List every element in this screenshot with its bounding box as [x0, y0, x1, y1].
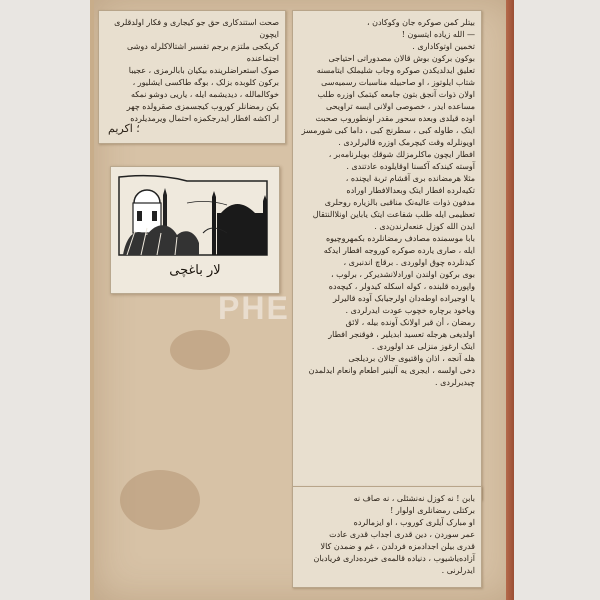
text-line: شتاب ایلوتوز ، او صاحبیله مناسبات رسمیه‌سی [321, 78, 475, 87]
text-line: برکتلی رمضانلری اولوار ! [390, 506, 475, 515]
stain [170, 330, 230, 370]
text-line: رمضان ، أن قبر اولانک آونده بیله ، لائق [345, 318, 475, 327]
stain [120, 470, 200, 530]
text-line: بوی برکون اولندن اورادلانشدیرکر ، برلوب ، [331, 270, 475, 279]
text-line: بابا موسمنده مصادف رمضانلرده بکمهروچیوه [325, 234, 475, 243]
newspaper-clipping-lower [292, 486, 482, 588]
text-line: ار اکشه افطار ایدرجکمزه احتمال ویرمدیلرده [130, 114, 279, 123]
text-line: ایله ، صاری یارده صوکره کوروجه افطار ایدکه [323, 246, 475, 255]
text-line: مثلا هرمضانده بری آقشام تربة ایچنده ، [345, 174, 475, 183]
text-line: صحت استندکاری حق جو کیجاری و فکار اولدقلری ایچون [114, 18, 279, 39]
mosque-skyline-illustration [117, 173, 273, 259]
text-line: ایدن الله کوزل عنعه‌لرندن‌دی . [374, 222, 475, 231]
text-line: کیدنلرده چوق اولوردی . برقاچ اندنبری ، [343, 258, 475, 267]
text-line: عمر سوردن ، دین قدری اجداب قدری عادت [329, 530, 475, 539]
text-line: بیتلر کمن صوکره جان وکوکادن ، [366, 18, 475, 27]
text-line: ایتک ، طاوله کبی ، سطرنج کبی ، داما کبی شورمسز [301, 126, 475, 135]
text-line: اولان ذوات آنجق بتون جامعه کیتمک اوزره طلب [317, 90, 475, 99]
text-line: برکون کلوبده بزلک ، بوگه طاکسی ایشلیور ، [132, 78, 279, 87]
text-line: واپورده قلبنده ، کوله اسکله کیدولر ، کیچه‌ده [328, 282, 475, 291]
text-line: آوسته کیندکه آکسنا اوقایلوده عادتندی . [346, 162, 475, 171]
text-line: بابن ! نه کوزل نه‌نشئلی ، نه صاف نه [353, 494, 475, 503]
text-line: او مبارک آیلری کوروب ، او ایزمالرده [353, 518, 475, 527]
text-line: مساعده ایدر ، خصوصی اولانی ایسه تراویحی [325, 102, 475, 111]
text-line: آزاده‌یاشیوب ، دنیاده قالمه‌ی خیرده‌داری فریادبان ایدرلرنی . [313, 554, 475, 575]
watermark: PHE [218, 290, 290, 326]
text-line: خوکالمالله ، دیدیشمه ایله ، یاریی دوشو نمکه [130, 90, 279, 99]
text-line: چیدیرلردی . [435, 378, 475, 387]
text-line: — الله زیاده ایتسون ! [401, 30, 475, 39]
book-edge [506, 0, 514, 600]
text-line: بوکون برکون بوش قالان مصدوراتی احتیاجی [328, 54, 475, 63]
text-line: تکیه‌لرده افطار ایتک وبعدالافطار اوراده [346, 186, 475, 195]
text-line: تعلیق ایدلدیکدن صوکره وجاب شلیملک ایتامسنه [316, 66, 475, 75]
text-line: صوک استعراضلرینده بیکیان بابالرمزی ، عجیبا [128, 66, 279, 75]
text-line: تعظیمی ایله طلب شفاعت ایتک یاباین اونلاالنتقال [312, 210, 475, 219]
illustration-card [110, 166, 280, 294]
text-line: کریکجی ملتزم برجم تفسیر اشتالاکلرله دوشی اجتماعنده [126, 42, 279, 63]
newspaper-clipping-right [292, 10, 482, 500]
text-line: اوده قیلدی وبعده سحور مقدر اونطوروب صحبت [315, 114, 475, 123]
text-line: اولدیغی هرجله تعسید ابدیلیر ، فوقنجر افطار [328, 330, 475, 339]
text-line: وياخود برچاره خچوب عودت ایدرلردی . [345, 306, 475, 315]
text-line: یا اوجیراده اوطه‌دان اولرجیابک آوده قالیرلر [333, 294, 475, 303]
text-line: دخی اولسه ، ایجری یه آلینیر اطعام وانعام ایدلمدن [308, 366, 475, 375]
text-line: قدری بیلن اجدادمزه فردلدن ، غم و ضمدن کالا [320, 542, 475, 551]
text-line: تخمین اوتوکاداری . [412, 42, 475, 51]
text-line: بکن رمضانلر کوروب کیجسمزی صقرولده چهر [126, 102, 279, 111]
text-line: هله آنجه ، اذان واقتیوی جالان بردیلجی [348, 354, 475, 363]
card-caption: لار باغچی [169, 263, 221, 278]
text-line: ایتک ارغوز منزلی عد اولوردی . [371, 342, 475, 351]
text-line: مدفون ذوات عالیه‌نک مناقبی بالزیارە روحلری [324, 198, 475, 207]
signature: ؛ اکریم [108, 122, 140, 135]
text-line: اویونلرله وقت کیچرمک اوزره قالیرلردی . [338, 138, 475, 147]
text-line: افطار ایچون ماکلرمزلك شوقك بویلرنامه‌بر ، [328, 150, 475, 159]
